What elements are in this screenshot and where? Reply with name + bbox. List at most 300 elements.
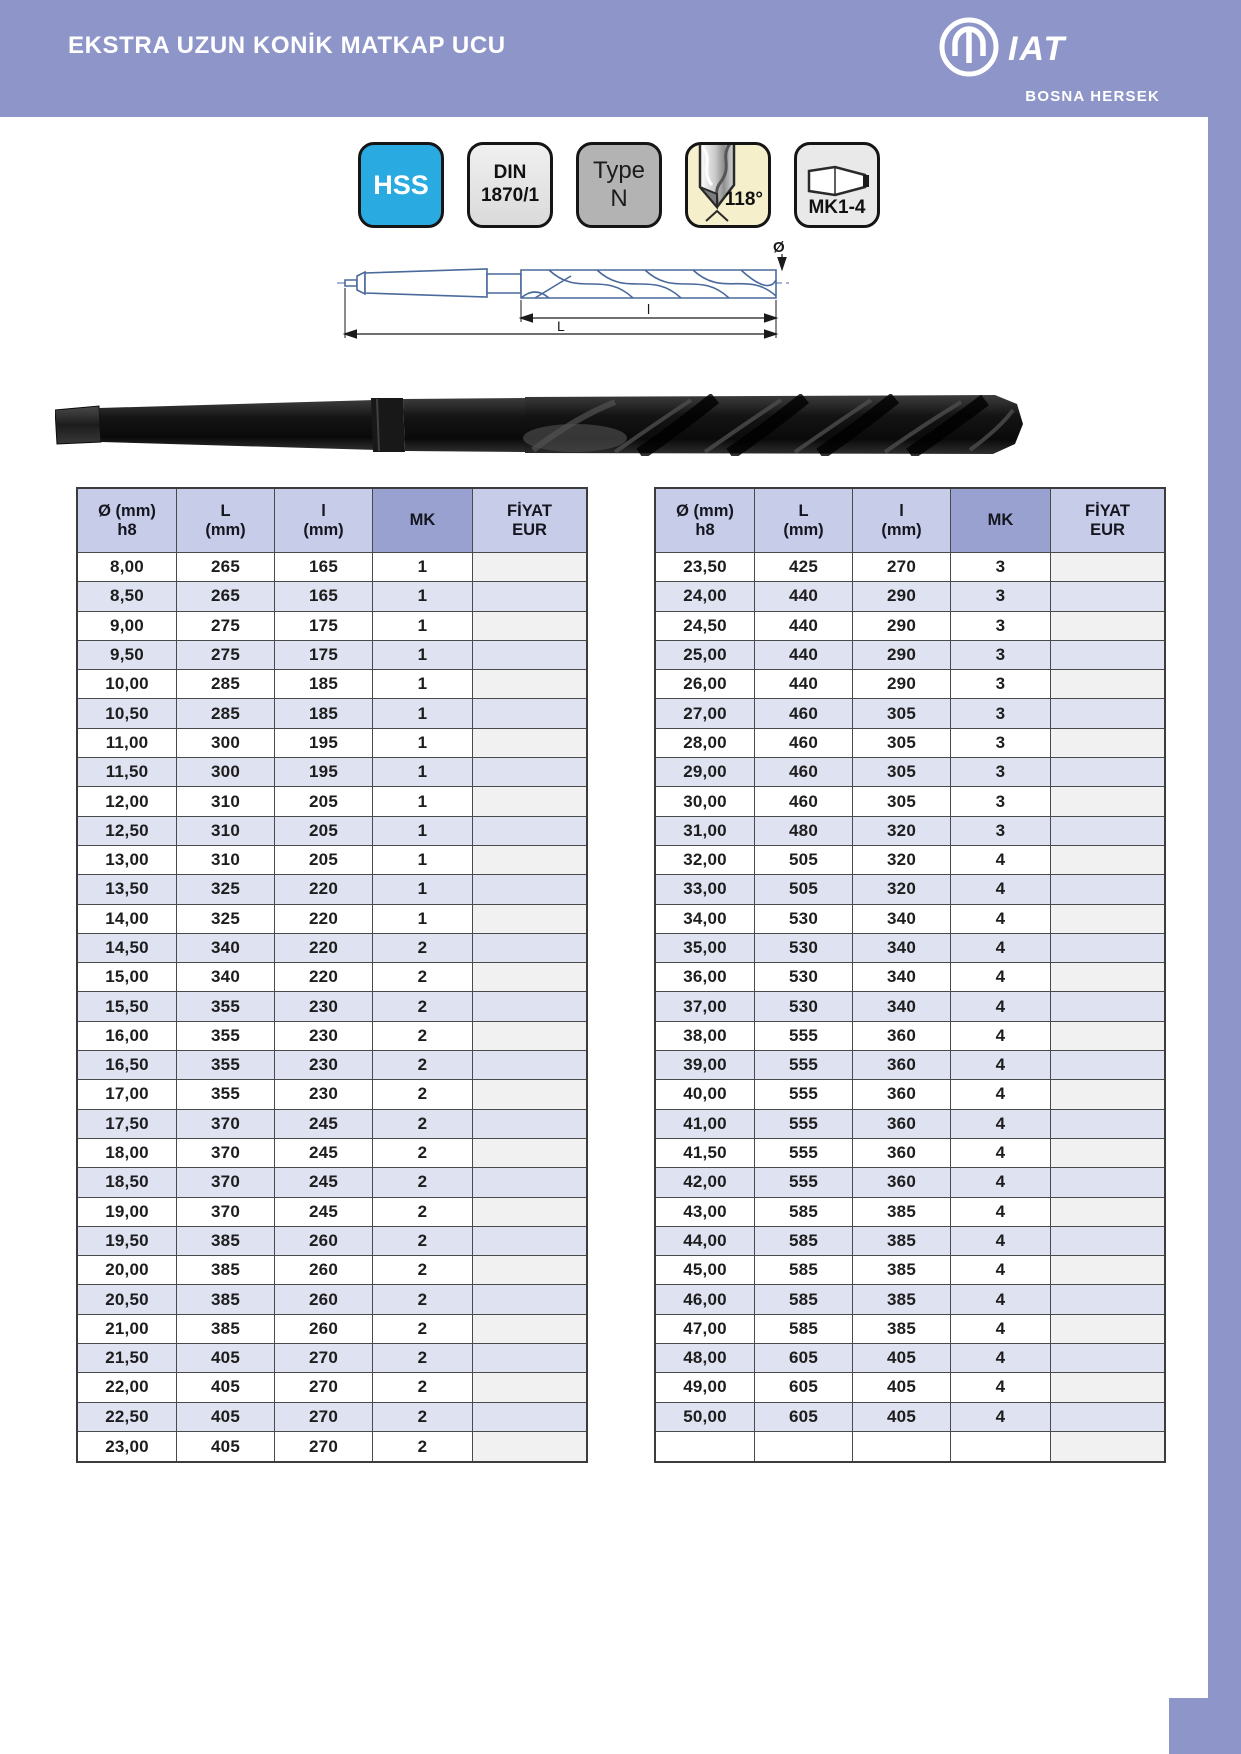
table-cell: 405 xyxy=(853,1344,951,1373)
table-row xyxy=(656,905,1164,934)
price-cell xyxy=(1051,1227,1164,1256)
table-cell: 405 xyxy=(853,1373,951,1402)
table-cell: 340 xyxy=(853,934,951,963)
table-cell: 555 xyxy=(755,1168,853,1197)
price-cell xyxy=(1051,1403,1164,1432)
table-cell: 275 xyxy=(177,612,275,641)
table-cell: 24,50 xyxy=(656,612,755,641)
table-cell: 13,00 xyxy=(78,846,177,875)
table-row xyxy=(78,1373,586,1402)
price-cell xyxy=(1051,1110,1164,1139)
table-cell: 12,00 xyxy=(78,787,177,816)
table-cell: 460 xyxy=(755,787,853,816)
table-cell: 4 xyxy=(951,1110,1051,1139)
table-cell: 3 xyxy=(951,787,1051,816)
table-row xyxy=(656,787,1164,816)
table-cell: 11,50 xyxy=(78,758,177,787)
dim-label-l: l xyxy=(647,301,651,317)
price-cell xyxy=(473,1051,586,1080)
column-header: MK xyxy=(951,489,1051,553)
table-cell: 460 xyxy=(755,699,853,728)
table-cell: 405 xyxy=(177,1373,275,1402)
table-cell: 585 xyxy=(755,1227,853,1256)
price-cell xyxy=(473,1373,586,1402)
table-cell: 4 xyxy=(951,1285,1051,1314)
column-header: Ø (mm) h8 xyxy=(656,489,755,553)
table-cell: 2 xyxy=(373,1051,473,1080)
table-cell: 1 xyxy=(373,699,473,728)
price-cell xyxy=(473,582,586,611)
table-cell: 165 xyxy=(275,582,373,611)
price-cell xyxy=(1051,553,1164,582)
table-cell: 11,00 xyxy=(78,729,177,758)
price-cell xyxy=(1051,934,1164,963)
table-cell: 39,00 xyxy=(656,1051,755,1080)
table-cell: 3 xyxy=(951,553,1051,582)
table-row xyxy=(656,1110,1164,1139)
table-cell: 4 xyxy=(951,1168,1051,1197)
table-cell: 2 xyxy=(373,934,473,963)
table-cell: 19,00 xyxy=(78,1198,177,1227)
table-row xyxy=(78,699,586,728)
table-row xyxy=(656,582,1164,611)
table-cell: 2 xyxy=(373,1432,473,1461)
table-row xyxy=(656,1227,1164,1256)
table-cell: 220 xyxy=(275,963,373,992)
price-cell xyxy=(473,699,586,728)
price-cell xyxy=(1051,1344,1164,1373)
table-cell: 405 xyxy=(177,1403,275,1432)
table-cell: 385 xyxy=(177,1315,275,1344)
table-cell: 270 xyxy=(275,1373,373,1402)
table-cell: 310 xyxy=(177,817,275,846)
table-cell: 370 xyxy=(177,1139,275,1168)
price-cell xyxy=(1051,1256,1164,1285)
table-cell: 360 xyxy=(853,1080,951,1109)
table-row xyxy=(656,612,1164,641)
table-cell: 4 xyxy=(951,963,1051,992)
table-cell: 2 xyxy=(373,1198,473,1227)
table-cell: 605 xyxy=(755,1373,853,1402)
page-title: EKSTRA UZUN KONİK MATKAP UCU xyxy=(68,32,506,59)
table-cell: 12,50 xyxy=(78,817,177,846)
table-cell: 605 xyxy=(755,1403,853,1432)
dim-label-L: L xyxy=(557,318,565,334)
table-cell: 270 xyxy=(275,1344,373,1373)
table-cell: 1 xyxy=(373,641,473,670)
badge-hss xyxy=(358,142,444,228)
price-cell xyxy=(1051,1198,1164,1227)
svg-text:Ø: Ø xyxy=(773,239,785,256)
badge-din-line1: DIN xyxy=(493,162,527,184)
table-cell: 4 xyxy=(951,1315,1051,1344)
price-cell xyxy=(473,1403,586,1432)
column-header: Ø (mm) h8 xyxy=(78,489,177,553)
table-row xyxy=(656,1344,1164,1373)
column-header: L (mm) xyxy=(755,489,853,553)
table-row xyxy=(78,992,586,1021)
price-cell xyxy=(1051,963,1164,992)
table-cell: 385 xyxy=(177,1227,275,1256)
table-row xyxy=(656,992,1164,1021)
table-cell: 4 xyxy=(951,905,1051,934)
price-cell xyxy=(473,1256,586,1285)
table-cell: 460 xyxy=(755,758,853,787)
table-cell: 1 xyxy=(373,670,473,699)
table-cell: 245 xyxy=(275,1139,373,1168)
table-cell: 1 xyxy=(373,582,473,611)
table-cell: 33,00 xyxy=(656,875,755,904)
brand-name: IAT xyxy=(1008,30,1067,68)
table-row xyxy=(78,670,586,699)
table-cell: 270 xyxy=(275,1432,373,1461)
table-cell: 34,00 xyxy=(656,905,755,934)
table-cell: 165 xyxy=(275,553,373,582)
table-cell: 4 xyxy=(951,1198,1051,1227)
table-cell: 260 xyxy=(275,1227,373,1256)
badge-type-line2: N xyxy=(610,185,628,212)
price-cell xyxy=(473,1198,586,1227)
table-cell: 195 xyxy=(275,758,373,787)
table-cell: 245 xyxy=(275,1198,373,1227)
table-cell: 385 xyxy=(853,1285,951,1314)
table-cell: 260 xyxy=(275,1285,373,1314)
table-row xyxy=(78,1051,586,1080)
right-border-strip xyxy=(1208,0,1241,1754)
table-cell: 305 xyxy=(853,729,951,758)
price-cell xyxy=(1051,758,1164,787)
table-cell: 555 xyxy=(755,1051,853,1080)
price-cell xyxy=(473,729,586,758)
table-cell: 41,00 xyxy=(656,1110,755,1139)
table-cell: 9,00 xyxy=(78,612,177,641)
table-cell: 185 xyxy=(275,699,373,728)
column-header: l (mm) xyxy=(275,489,373,553)
spec-table-left xyxy=(76,487,588,1463)
table-cell: 17,00 xyxy=(78,1080,177,1109)
table-cell: 310 xyxy=(177,846,275,875)
table-cell: 325 xyxy=(177,875,275,904)
table-cell: 310 xyxy=(177,787,275,816)
brand-logo xyxy=(938,16,1160,105)
table-cell: 35,00 xyxy=(656,934,755,963)
price-cell xyxy=(473,1315,586,1344)
badge-angle-label: 118° xyxy=(724,189,763,210)
table-row xyxy=(78,1139,586,1168)
table-cell: 4 xyxy=(951,934,1051,963)
table-cell: 4 xyxy=(951,1403,1051,1432)
price-cell xyxy=(473,1285,586,1314)
spec-table-right xyxy=(654,487,1166,1463)
table-cell: 26,00 xyxy=(656,670,755,699)
price-cell xyxy=(1051,1168,1164,1197)
table-cell: 385 xyxy=(177,1256,275,1285)
table-cell: 325 xyxy=(177,905,275,934)
table-cell: 360 xyxy=(853,1110,951,1139)
table-row xyxy=(656,1403,1164,1432)
table-row xyxy=(78,612,586,641)
table-cell: 245 xyxy=(275,1168,373,1197)
table-cell: 14,50 xyxy=(78,934,177,963)
table-cell: 360 xyxy=(853,1051,951,1080)
table-cell: 31,00 xyxy=(656,817,755,846)
table-cell: 290 xyxy=(853,582,951,611)
price-cell xyxy=(473,758,586,787)
table-cell: 220 xyxy=(275,905,373,934)
table-cell: 405 xyxy=(177,1344,275,1373)
table-cell: 9,50 xyxy=(78,641,177,670)
table-cell: 205 xyxy=(275,817,373,846)
table-cell: 290 xyxy=(853,670,951,699)
table-cell: 2 xyxy=(373,1080,473,1109)
column-header: MK xyxy=(373,489,473,553)
table-cell: 3 xyxy=(951,612,1051,641)
table-row xyxy=(656,1256,1164,1285)
table-row xyxy=(656,963,1164,992)
table-cell: 260 xyxy=(275,1256,373,1285)
price-cell xyxy=(1051,729,1164,758)
table-cell: 2 xyxy=(373,963,473,992)
price-cell xyxy=(1051,582,1164,611)
table-cell: 265 xyxy=(177,553,275,582)
table-cell: 24,00 xyxy=(656,582,755,611)
table-header-row xyxy=(78,489,586,553)
table-cell: 2 xyxy=(373,992,473,1021)
table-cell: 3 xyxy=(951,817,1051,846)
table-cell: 220 xyxy=(275,934,373,963)
table-row xyxy=(656,729,1164,758)
table-cell: 1 xyxy=(373,787,473,816)
table-cell: 530 xyxy=(755,934,853,963)
table-cell: 360 xyxy=(853,1022,951,1051)
table-cell: 270 xyxy=(853,553,951,582)
table-cell: 10,50 xyxy=(78,699,177,728)
table-cell: 530 xyxy=(755,963,853,992)
table-cell: 355 xyxy=(177,1080,275,1109)
table-cell: 555 xyxy=(755,1080,853,1109)
brand-country: BOSNA HERSEK xyxy=(1025,88,1160,105)
price-cell xyxy=(1051,875,1164,904)
table-cell: 2 xyxy=(373,1139,473,1168)
price-cell xyxy=(1051,905,1164,934)
table-cell: 4 xyxy=(951,1256,1051,1285)
table-cell: 20,00 xyxy=(78,1256,177,1285)
table-cell: 370 xyxy=(177,1198,275,1227)
table-row xyxy=(78,729,586,758)
table-cell: 1 xyxy=(373,875,473,904)
table-cell: 185 xyxy=(275,670,373,699)
table-cell: 22,50 xyxy=(78,1403,177,1432)
table-cell: 175 xyxy=(275,612,373,641)
table-row xyxy=(656,875,1164,904)
table-cell: 305 xyxy=(853,699,951,728)
table-cell: 555 xyxy=(755,1022,853,1051)
table-cell: 3 xyxy=(951,699,1051,728)
price-cell xyxy=(1051,1080,1164,1109)
table-cell: 230 xyxy=(275,1080,373,1109)
price-cell xyxy=(1051,1022,1164,1051)
table-row xyxy=(78,963,586,992)
table-cell: 46,00 xyxy=(656,1285,755,1314)
table-cell: 16,00 xyxy=(78,1022,177,1051)
badge-din-line2: 1870/1 xyxy=(480,185,540,206)
table-row xyxy=(78,1110,586,1139)
table-row xyxy=(78,1285,586,1314)
table-row xyxy=(78,817,586,846)
table-cell: 47,00 xyxy=(656,1315,755,1344)
price-cell xyxy=(1051,1432,1164,1461)
table-cell: 3 xyxy=(951,729,1051,758)
price-cell xyxy=(473,787,586,816)
price-cell xyxy=(473,1227,586,1256)
badge-mk1-4 xyxy=(794,142,880,228)
table-cell: 2 xyxy=(373,1110,473,1139)
table-cell: 355 xyxy=(177,992,275,1021)
table-cell: 50,00 xyxy=(656,1403,755,1432)
badge-din-1870-1 xyxy=(467,142,553,228)
table-row xyxy=(78,1256,586,1285)
table-row xyxy=(656,1080,1164,1109)
price-cell xyxy=(473,1139,586,1168)
table-cell: 355 xyxy=(177,1022,275,1051)
table-cell: 440 xyxy=(755,612,853,641)
table-cell: 505 xyxy=(755,846,853,875)
table-cell: 260 xyxy=(275,1315,373,1344)
table-cell: 17,50 xyxy=(78,1110,177,1139)
price-cell xyxy=(473,875,586,904)
table-cell: 4 xyxy=(951,1051,1051,1080)
badge-type-n xyxy=(576,142,662,228)
table-cell: 285 xyxy=(177,670,275,699)
table-row xyxy=(78,1227,586,1256)
table-cell: 4 xyxy=(951,1139,1051,1168)
table-row xyxy=(656,1432,1164,1461)
price-cell xyxy=(1051,817,1164,846)
price-cell xyxy=(1051,1285,1164,1314)
table-row xyxy=(656,1168,1164,1197)
table-cell: 21,00 xyxy=(78,1315,177,1344)
table-cell xyxy=(951,1432,1051,1461)
table-row xyxy=(78,1080,586,1109)
price-cell xyxy=(1051,1051,1164,1080)
price-cell xyxy=(1051,992,1164,1021)
table-cell: 300 xyxy=(177,729,275,758)
table-cell: 10,00 xyxy=(78,670,177,699)
table-row xyxy=(78,641,586,670)
table-cell: 1 xyxy=(373,905,473,934)
table-cell: 44,00 xyxy=(656,1227,755,1256)
table-cell xyxy=(755,1432,853,1461)
table-cell: 1 xyxy=(373,612,473,641)
table-row xyxy=(78,1403,586,1432)
table-cell: 340 xyxy=(177,934,275,963)
price-cell xyxy=(473,1168,586,1197)
table-cell: 195 xyxy=(275,729,373,758)
table-cell: 440 xyxy=(755,582,853,611)
table-cell: 585 xyxy=(755,1198,853,1227)
table-cell: 28,00 xyxy=(656,729,755,758)
table-cell: 30,00 xyxy=(656,787,755,816)
table-row xyxy=(656,1373,1164,1402)
table-cell: 4 xyxy=(951,1022,1051,1051)
badge-type-line1: Type xyxy=(592,157,646,185)
table-cell: 36,00 xyxy=(656,963,755,992)
table-cell: 2 xyxy=(373,1168,473,1197)
table-cell: 340 xyxy=(853,905,951,934)
table-cell: 230 xyxy=(275,1022,373,1051)
table-cell: 20,50 xyxy=(78,1285,177,1314)
table-cell: 275 xyxy=(177,641,275,670)
price-cell xyxy=(1051,1139,1164,1168)
table-cell: 355 xyxy=(177,1051,275,1080)
table-row xyxy=(656,1022,1164,1051)
table-cell: 2 xyxy=(373,1022,473,1051)
table-cell: 245 xyxy=(275,1110,373,1139)
table-cell: 3 xyxy=(951,582,1051,611)
table-cell: 555 xyxy=(755,1110,853,1139)
table-cell: 340 xyxy=(853,963,951,992)
table-cell: 1 xyxy=(373,729,473,758)
table-cell: 1 xyxy=(373,817,473,846)
table-cell: 440 xyxy=(755,670,853,699)
table-cell: 13,50 xyxy=(78,875,177,904)
table-row xyxy=(656,1198,1164,1227)
table-cell: 555 xyxy=(755,1139,853,1168)
table-cell: 49,00 xyxy=(656,1373,755,1402)
table-cell: 505 xyxy=(755,875,853,904)
price-cell xyxy=(473,1022,586,1051)
table-row xyxy=(656,1315,1164,1344)
table-row xyxy=(78,1198,586,1227)
table-cell: 270 xyxy=(275,1403,373,1432)
table-cell: 4 xyxy=(951,1080,1051,1109)
price-cell xyxy=(1051,1315,1164,1344)
price-cell xyxy=(1051,787,1164,816)
table-cell: 305 xyxy=(853,787,951,816)
table-cell: 38,00 xyxy=(656,1022,755,1051)
table-cell: 360 xyxy=(853,1139,951,1168)
table-cell: 340 xyxy=(853,992,951,1021)
table-cell: 15,50 xyxy=(78,992,177,1021)
table-row xyxy=(656,1051,1164,1080)
price-cell xyxy=(473,612,586,641)
table-cell: 385 xyxy=(853,1198,951,1227)
table-cell: 230 xyxy=(275,1051,373,1080)
table-row xyxy=(78,846,586,875)
table-cell: 8,00 xyxy=(78,553,177,582)
table-cell xyxy=(853,1432,951,1461)
price-cell xyxy=(1051,612,1164,641)
table-cell: 530 xyxy=(755,992,853,1021)
table-cell: 2 xyxy=(373,1373,473,1402)
table-cell: 385 xyxy=(853,1227,951,1256)
price-cell xyxy=(473,905,586,934)
table-row xyxy=(78,1344,586,1373)
badge-point-angle-118 xyxy=(685,142,771,228)
table-cell: 3 xyxy=(951,641,1051,670)
table-cell: 340 xyxy=(177,963,275,992)
table-cell: 4 xyxy=(951,1227,1051,1256)
table-cell: 205 xyxy=(275,787,373,816)
price-cell xyxy=(473,963,586,992)
price-cell xyxy=(473,934,586,963)
technical-drawing xyxy=(335,236,795,353)
table-cell: 305 xyxy=(853,758,951,787)
table-row xyxy=(78,934,586,963)
table-row xyxy=(656,1139,1164,1168)
table-cell: 320 xyxy=(853,875,951,904)
table-cell: 16,50 xyxy=(78,1051,177,1080)
